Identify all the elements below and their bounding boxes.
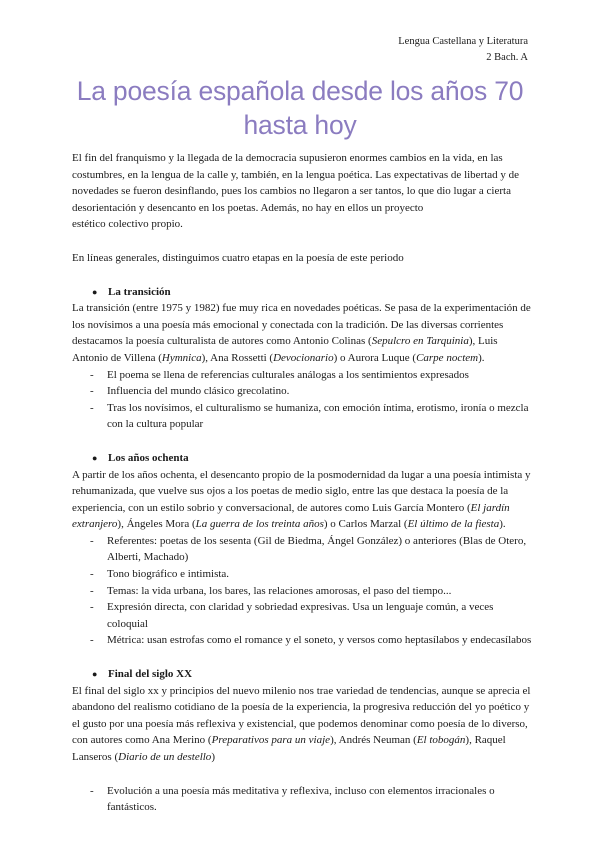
list-item: - Expresión directa, con claridad y sobriedad expresivas. Usa un lenguaje común, a veces coloquial (90, 601, 494, 630)
heading-text: La transición (108, 285, 171, 298)
work-title: Preparativos para un viaje (211, 734, 331, 747)
page-title (0, 74, 600, 142)
bullet-icon: ● (92, 669, 98, 680)
work-title: Diario de un destello (118, 751, 212, 763)
ochenta-paragraph: A partir de los años ochenta, el desencanto propio de la posmodernidad da lugar a una poesía intimista y rehumanizada, que vuelve sus ojos a los poetas de medio siglo, entre las que destaca la poesía de la experiencia, con un estilo sobrio y conversacional, de autores como Luis García Montero (El jardín extranjero), Ángeles Mora (La guerra de los treinta años) o Carlos Marzal (El último de la fiesta). (72, 468, 531, 531)
work-title: La guerra de los treinta años (195, 518, 324, 531)
transicion-list (72, 367, 532, 433)
document-body (72, 150, 532, 816)
list-item: - Evolución a una poesía más meditativa y reflexiva, incluso con elementos irracionales o fantásticos. (90, 784, 495, 814)
intro-text: El fin del franquismo y la llegada de la democracia supusieron enormes cambios en la vida, en las costumbres, en la lengua de la calle y, también, en la lengua poética. Las expectativas de libertad y de novedades se fueron desinflando, pues los cambios no llegaron a ser tantos, lo que dio lugar a cierta desorientación y desencanto en los poetas. Además, no hay en ellos un proyecto (72, 152, 520, 214)
work-title: Carpe noctem (416, 351, 479, 364)
list-item: - Referentes: poetas de los sesenta (Gil de Biedma, Ángel González) o anteriores (Blas de Otero, Alberti, Machado) (90, 534, 527, 564)
intro-text-end: estético colectivo propio. (72, 218, 183, 231)
work-title: El tobogán (416, 734, 466, 747)
title-line-2: hasta hoy (243, 110, 357, 140)
section-heading-final (72, 666, 532, 683)
final-paragraph: El final del siglo xx y principios del nuevo milenio nos trae variedad de tendencias, aunque se aprecia el abandono del realismo cotidiano de la poesía de la experiencia, la progresiva reducción del yo poético y el gusto por una poesía más reflexiva y existencial, que podemos denominar como poesía de lo diverso, con autores como Ana Merino (Preparativos para un viaje), Andrés Neuman (El tobogán), Raquel Lanseros (Diario de un destello) (72, 684, 531, 763)
work-title: El último de la fiesta (407, 518, 500, 531)
list-item: - Tras los novísimos, el culturalismo se humaniza, con emoción íntima, erotismo, ironía o mezcla con la cultura popular (90, 401, 529, 431)
work-title: Sepulcro en Tarquinia (371, 335, 469, 348)
transicion-paragraph: La transición (entre 1975 y 1982) fue muy rica en novedades poéticas. Se pasa de la experimentación de los novísimos a una poesía más emocional y conectada con la tradición. De las diversas corrientes destacamos la poesía culturalista de autores como Antonio Colinas (Sepulcro en Tarquinia), Luis Antonio de Villena (Hymnica), Ana Rossetti (Devocionario) o Aurora Luque (Carpe noctem). (72, 302, 531, 364)
ochenta-list (72, 533, 532, 649)
list-item: - Métrica: usan estrofas como el romance y el soneto, y versos como heptasílabos y endecasílabos (90, 634, 532, 647)
heading-text: Final del siglo XX (108, 668, 193, 681)
intro-paragraph (72, 150, 532, 233)
list-item: - Tono biográfico e intimista. (90, 568, 230, 581)
header-course: 2 Bach. A (486, 52, 528, 63)
work-title: Devocionario (273, 351, 334, 364)
bullet-icon: ● (92, 286, 98, 297)
list-item: - El poema se llena de referencias culturales análogas a los sentimientos expresados (90, 368, 469, 381)
final-list (72, 783, 532, 816)
work-title: Hymnica (161, 351, 202, 364)
stages-paragraph: En líneas generales, distinguimos cuatro etapas en la poesía de este periodo (72, 251, 404, 264)
bullet-icon: ● (92, 452, 98, 463)
heading-text: Los años ochenta (108, 451, 189, 464)
title-line-1: La poesía española desde los años 70 (76, 76, 524, 106)
work-title: El jardín extranjero (72, 501, 510, 531)
list-item: - Influencia del mundo clásico grecolatino. (90, 385, 290, 398)
list-item: - Temas: la vida urbana, los bares, las relaciones amorosas, el paso del tiempo... (90, 584, 452, 597)
page-header (398, 34, 528, 66)
section-heading-transicion (72, 284, 532, 301)
section-heading-ochenta (72, 450, 532, 467)
header-subject: Lengua Castellana y Literatura (398, 36, 528, 47)
